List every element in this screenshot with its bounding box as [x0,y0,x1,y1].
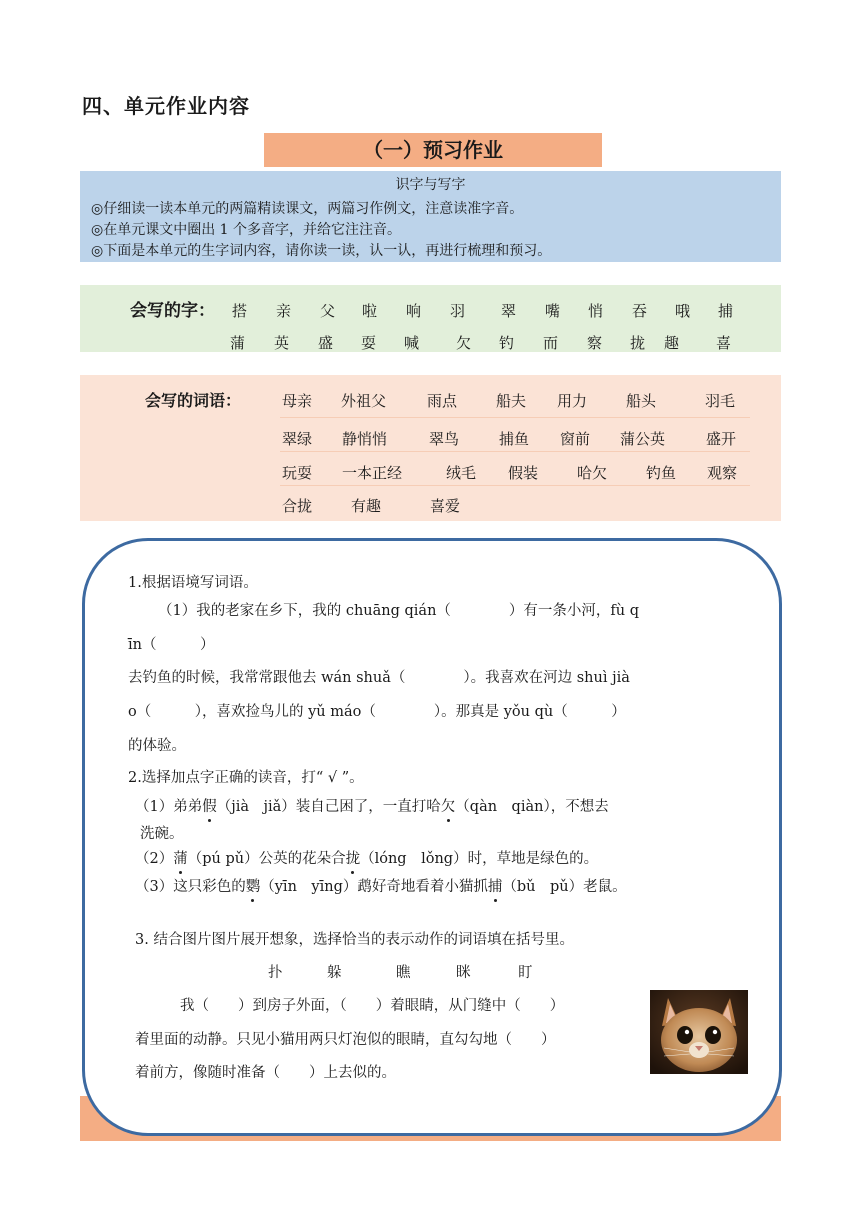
q3-line-3: 着前方，像随时准备（ ）上去似的。 [135,1065,396,1081]
intro-line-1: ◎仔细读一读本单元的两篇精读课文，两篇习作例文，注意读准字音。 [91,201,524,217]
char-cell: 盛 [318,334,334,352]
cat-illustration [650,990,748,1074]
char-cell: 亲 [276,302,292,320]
char-cell: 察 [587,334,603,352]
word-cell: 外祖父 [341,392,387,410]
q1-line-4: o（ ），喜欢捡鸟儿的 yǔ máo（ ）。那真是 yǒu qù（ ） [128,704,626,720]
char-cell: 趣 [664,334,680,352]
word-cell: 雨点 [427,392,458,410]
q3-line-1: 我（ ）到房子外面，（ ）着眼睛，从门缝中（ ） [180,998,565,1014]
row-divider [280,417,750,418]
word-cell: 钓鱼 [646,464,677,482]
words-label: 会写的词语： [145,391,242,410]
dotted-char: 假 [202,795,217,816]
word-cell: 哈欠 [577,464,608,482]
word-cell: 船头 [626,392,657,410]
word-cell: 母亲 [282,392,313,410]
char-cell: 欠 [456,334,472,352]
word-cell: 玩耍 [282,464,313,482]
char-cell: 父 [320,302,336,320]
q1-title: 1.根据语境写词语。 [128,575,258,591]
char-cell: 钓 [499,334,515,352]
literacy-intro-box [80,171,781,262]
writing-words-box [80,375,781,521]
q2-title: 2.选择加点字正确的读音，打“ √ ”。 [128,770,364,786]
q2-text: （jià jiǎ）装自己困了，一直打哈 [216,799,441,815]
q2-item-3 [135,875,627,896]
intro-line-3: ◎下面是本单元的生字词内容，请你读一读，认一认，再进行梳理和预习。 [91,243,552,259]
word-cell: 盛开 [706,430,737,448]
char-cell: 翠 [501,302,517,320]
char-cell: 悄 [588,302,604,320]
word-cell: 翠绿 [282,430,313,448]
q3-option: 眯 [456,965,471,981]
q2-item-2 [135,847,598,868]
char-cell: 耍 [361,334,377,352]
row-divider [280,485,750,486]
q2-text: （pú pǔ）公英的花朵合 [187,851,346,867]
word-cell: 一本正经 [342,464,403,482]
dotted-char: 蒲 [173,847,188,868]
q2-text: （3）这只彩色的 [135,879,246,895]
char-cell: 而 [543,334,559,352]
char-cell: 吞 [632,302,648,320]
row-divider [280,451,750,452]
q2-item-1 [135,795,609,816]
dotted-char: 鹦 [246,875,261,896]
word-cell: 有趣 [351,497,382,515]
char-cell: 搭 [232,302,248,320]
q3-option: 盯 [518,965,533,981]
char-cell: 羽 [450,302,466,320]
char-cell: 喊 [404,334,420,352]
word-cell: 船夫 [496,392,527,410]
q1-line-5: 的体验。 [128,738,186,754]
q1-line-1: （1）我的老家在乡下，我的 chuāng qián（ ）有一条小河，fù q [158,603,640,619]
word-cell: 羽毛 [705,392,736,410]
q2-text: （2） [135,851,174,867]
word-cell: 静悄悄 [342,430,388,448]
q2-item-1-cont: 洗碗。 [140,826,184,842]
writing-characters-box [80,285,781,352]
section-heading: 四、单元作业内容 [82,94,250,118]
word-cell: 捕鱼 [499,430,530,448]
char-cell: 响 [406,302,422,320]
q3-option: 瞧 [396,965,411,981]
intro-title: 识字与写字 [395,177,466,193]
char-cell: 捕 [718,302,734,320]
char-cell: 嘴 [545,302,561,320]
char-cell: 拢 [630,334,646,352]
word-cell: 绒毛 [446,464,477,482]
intro-line-2: ◎在单元课文中圈出 1 个多音字，并给它注注音。 [91,222,402,238]
q2-text: （yīn yīng）鹉好奇地看着小猫抓 [260,879,488,895]
q2-text: （qàn qiàn），不想去 [455,799,609,815]
char-cell: 啦 [362,302,378,320]
word-cell: 蒲公英 [620,430,666,448]
word-cell: 假装 [508,464,539,482]
characters-label: 会写的字： [130,301,215,321]
word-cell: 窗前 [560,430,591,448]
cat-photo [650,990,748,1074]
char-cell: 喜 [716,334,732,352]
q3-option: 扑 [268,965,283,981]
char-cell: 英 [274,334,290,352]
word-cell: 翠鸟 [429,430,460,448]
q1-line-2: īn（ ） [128,637,215,653]
dotted-char: 捕 [488,875,503,896]
word-cell: 合拢 [282,497,313,515]
dotted-char: 拢 [346,847,361,868]
q3-title: 3. 结合图片图片展开想象，选择恰当的表示动作的词语填在括号里。 [135,932,574,948]
q3-option: 躲 [327,965,342,981]
q1-line-3: 去钓鱼的时候，我常常跟他去 wán shuǎ（ ）。我喜欢在河边 shuì jià [128,670,630,686]
char-cell: 蒲 [230,334,246,352]
q2-text: （1）弟弟 [135,799,203,815]
word-cell: 喜爱 [430,497,461,515]
word-cell: 观察 [707,464,738,482]
q3-line-2: 着里面的动静。只见小猫用两只灯泡似的眼睛，直勾勾地（ ） [135,1032,556,1048]
char-cell: 哦 [675,302,691,320]
q2-text: （bǔ pǔ）老鼠。 [502,879,627,895]
preview-homework-banner: （一）预习作业 [264,133,602,167]
word-cell: 用力 [557,392,588,410]
q2-text: （lóng lǒng）时，草地是绿色的。 [360,851,599,867]
dotted-char: 欠 [441,795,456,816]
